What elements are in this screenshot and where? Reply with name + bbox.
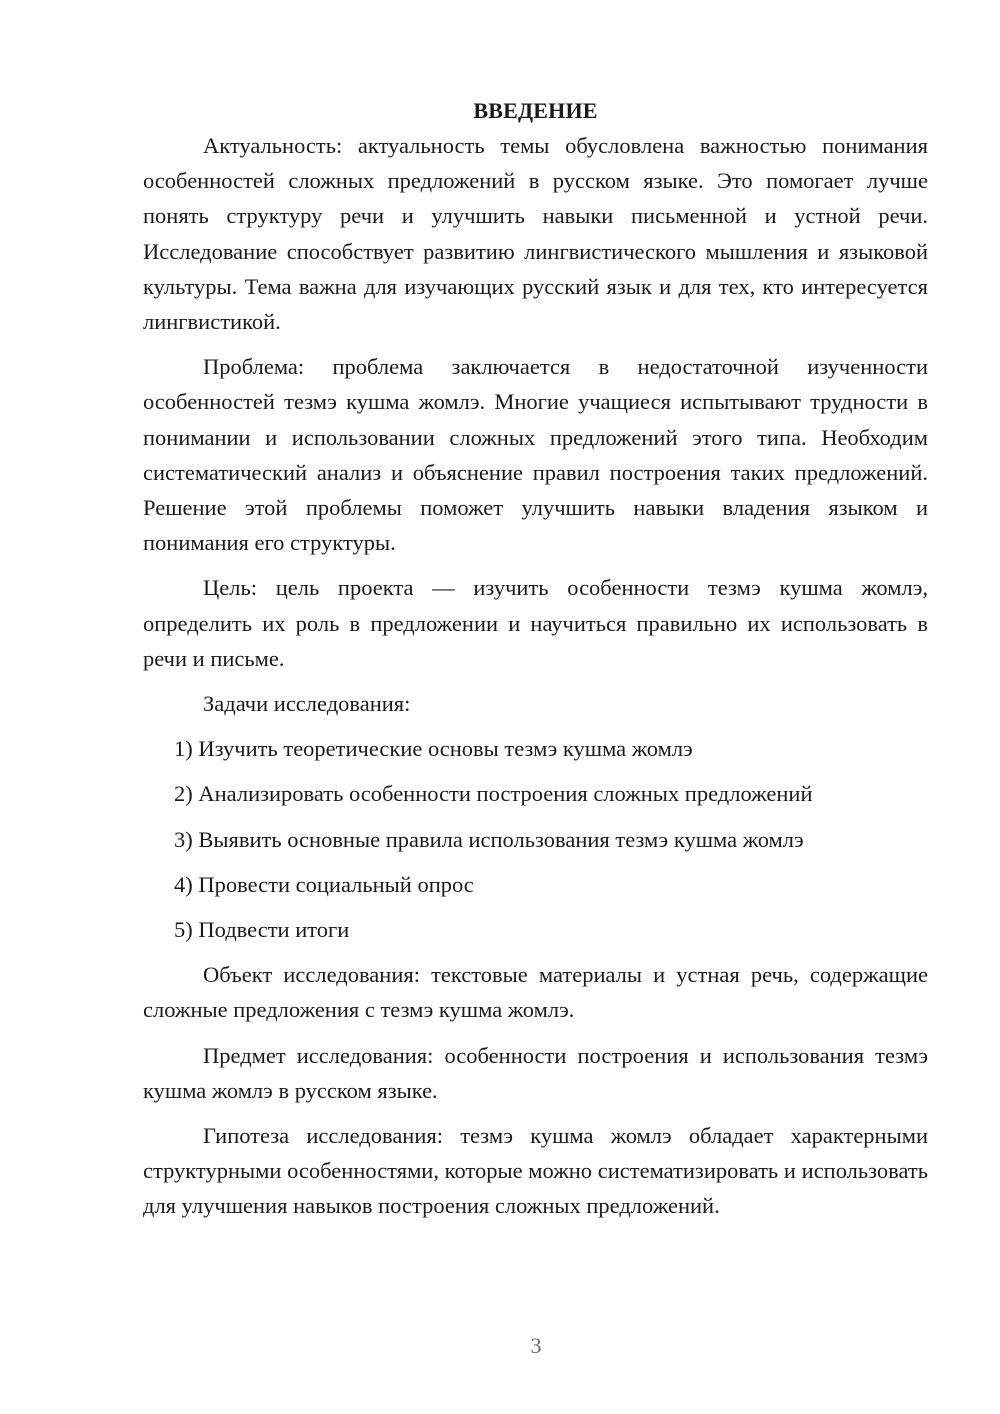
- tasks-heading: Задачи исследования:: [203, 691, 411, 717]
- task-item-1: 1) Изучить теоретические основы тезмэ кушма жомлэ: [174, 736, 693, 762]
- paragraph-relevance: Актуальность: актуальность темы обусловлена важностью понимания особенностей сложных предложений в русском языке. Это помогает лучше понять структуру речи и улучшить навыки письменной и устной речи. Исследование способствует развитию лингвистического мышления и языковой культуры. Тема важна для изучающих русский язык и для тех, кто интересуется лингвистикой.: [143, 133, 928, 335]
- task-list: [143, 731, 928, 947]
- page-number: 3: [530, 1333, 542, 1358]
- task-item-2: 2) Анализировать особенности построения сложных предложений: [174, 781, 813, 807]
- paragraph-subject: Предмет исследования: особенности построения и использования тезмэ кушма жомлэ в русском языке.: [143, 1042, 928, 1103]
- task-item-3: 3) Выявить основные правила использования тезмэ кушма жомлэ: [174, 826, 804, 852]
- paragraph-goal: Цель: цель проекта — изучить особенности тезмэ кушма жомлэ, определить их роль в предложении и научиться правильно их использовать в речи и письме.: [143, 575, 928, 671]
- task-item-5: 5) Подвести итоги: [174, 917, 350, 943]
- paragraph-object: Объект исследования: текстовые материалы и устная речь, содержащие сложные предложения с тезмэ кушма жомлэ.: [143, 962, 928, 1023]
- paragraph-hypothesis: Гипотеза исследования: тезмэ кушма жомлэ обладает характерными структурными особенностями, которые можно систематизировать и использовать для улучшения навыков построения сложных предложений.: [143, 1123, 928, 1219]
- page-title: ВВЕДЕНИЕ: [473, 98, 598, 123]
- task-item-4: 4) Провести социальный опрос: [174, 871, 474, 897]
- paragraph-problem: Проблема: проблема заключается в недостаточной изученности особенностей тезмэ кушма жомлэ. Многие учащиеся испытывают трудности в понимании и использовании сложных предложений этого типа. Необходим систематический анализ и объяснение правил построения таких предложений. Решение этой проблемы поможет улучшить навыки владения языком и понимания его структуры.: [143, 354, 928, 556]
- document-page: [143, 96, 928, 1224]
